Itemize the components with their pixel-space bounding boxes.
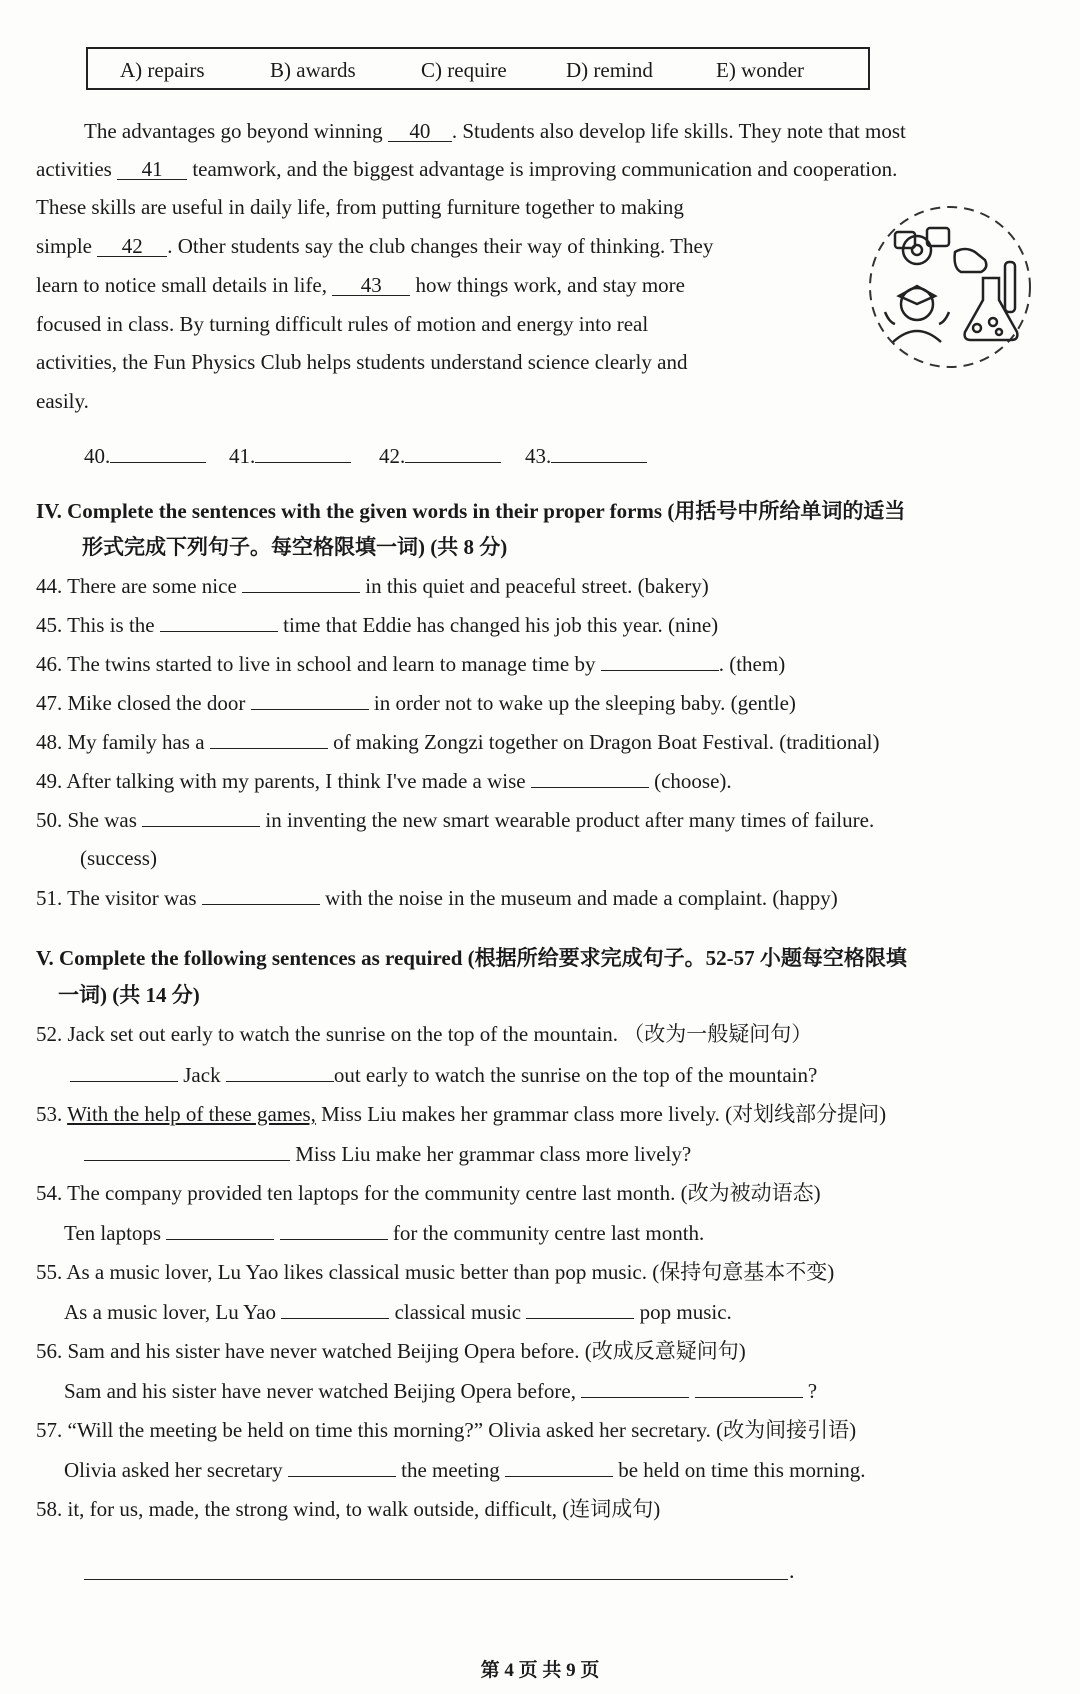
answer-row: 42. [379, 442, 501, 469]
answer-blank[interactable] [601, 650, 719, 671]
word-bank [86, 47, 870, 90]
word-option: C) require [421, 58, 507, 82]
question-54: 54. The company provided ten laptops for the community centre last month. (改为被动语态) [36, 1181, 821, 1205]
question-52-answer: Jack out early to watch the sunrise on the top of the mountain? [70, 1061, 817, 1088]
answer-row: 41. [229, 442, 351, 469]
passage-line: These skills are useful in daily life, from putting furniture together to making [36, 195, 684, 219]
answer-blank[interactable] [251, 689, 369, 710]
passage-line: activities 41 teamwork, and the biggest advantage is improving communication and cooperation. [36, 157, 898, 181]
question-50-hint: (success) [80, 846, 157, 870]
section-title: 形式完成下列句子。每空格限填一词) (共 8 分) [82, 535, 508, 559]
answer-blank[interactable] [281, 1298, 389, 1319]
answer-blank[interactable] [551, 442, 647, 463]
question-56: 56. Sam and his sister have never watched Beijing Opera before. (改成反意疑问句) [36, 1339, 746, 1363]
answer-blank[interactable] [581, 1377, 689, 1398]
answer-blank[interactable] [405, 442, 501, 463]
question-53-answer: Miss Liu make her grammar class more lively? [84, 1140, 691, 1167]
word-option: A) repairs [120, 58, 205, 82]
passage-line: The advantages go beyond winning 40 . Students also develop life skills. They note that most [84, 119, 906, 143]
question-48: 48. My family has a of making Zongzi together on Dragon Boat Festival. (traditional) [36, 730, 880, 754]
blank-41: 41 [117, 159, 187, 180]
underlined-part: With the help of these games, [67, 1102, 316, 1126]
section-title: IV. Complete the sentences with the given words in their proper forms (用括号中所给单词的适当 [36, 499, 906, 523]
page-number: 第 4 页 共 9 页 [480, 1660, 600, 1681]
passage-line: focused in class. By turning difficult rules of motion and energy into real [36, 312, 649, 336]
blank-42: 42 [97, 236, 167, 257]
blank-43: 43 [332, 275, 410, 296]
answer-blank[interactable] [255, 442, 351, 463]
question-45: 45. This is the time that Eddie has changed his job this year. (nine) [36, 613, 719, 637]
question-50: 50. She was in inventing the new smart wearable product after many times of failure. [36, 808, 875, 832]
hand-icon [955, 249, 987, 272]
answer-blank[interactable] [695, 1377, 803, 1398]
passage-line: learn to notice small details in life, 43 how things work, and stay more [36, 273, 685, 297]
gear-icon [895, 228, 949, 264]
passage-line: easily. [36, 389, 89, 413]
answer-blank[interactable] [142, 806, 260, 827]
answer-blank[interactable] [505, 1456, 613, 1477]
flask-icon [965, 262, 1018, 340]
question-54-answer: Ten laptops for the community centre last month. [64, 1221, 705, 1245]
answer-blank[interactable] [288, 1456, 396, 1477]
question-49: 49. After talking with my parents, I think I've made a wise (choose). [36, 769, 732, 793]
passage-line: simple 42 . Other students say the club changes their way of thinking. They [36, 234, 714, 258]
question-51: 51. The visitor was with the noise in the museum and made a complaint. (happy) [36, 886, 838, 910]
section-title: 一词) (共 14 分) [58, 983, 200, 1007]
question-56-answer: Sam and his sister have never watched Beijing Opera before, ? [64, 1379, 818, 1403]
student-icon [885, 286, 949, 342]
blank-40: 40 [388, 121, 452, 142]
question-44: 44. There are some nice in this quiet and peaceful street. (bakery) [36, 574, 709, 598]
answer-blank[interactable] [226, 1061, 334, 1082]
answer-row: 40. [84, 442, 206, 469]
answer-blank[interactable] [160, 611, 278, 632]
answer-blank[interactable] [526, 1298, 634, 1319]
answer-blank[interactable] [531, 767, 649, 788]
answer-blank[interactable] [166, 1219, 274, 1240]
word-option: D) remind [566, 58, 653, 82]
section-title: V. Complete the following sentences as required (根据所给要求完成句子。52-57 小题每空格限填 [36, 946, 907, 970]
answer-blank[interactable] [202, 884, 320, 905]
question-53: 53. With the help of these games, Miss Liu makes her grammar class more lively. (对划线部分提问) [36, 1102, 887, 1126]
answer-blank[interactable] [280, 1219, 388, 1240]
question-57: 57. “Will the meeting be held on time this morning?” Olivia asked her secretary. (改为间接引语) [36, 1418, 857, 1442]
answer-blank[interactable] [242, 572, 360, 593]
question-52: 52. Jack set out early to watch the sunrise on the top of the mountain. （改为一般疑问句） [36, 1022, 813, 1046]
answer-blank[interactable] [84, 1140, 290, 1161]
question-46: 46. The twins started to live in school and learn to manage time by . (them) [36, 652, 786, 676]
question-57-answer: Olivia asked her secretary the meeting be held on time this morning. [64, 1458, 866, 1482]
science-illustration-icon [855, 192, 1045, 382]
question-58: 58. it, for us, made, the strong wind, to walk outside, difficult, (连词成句) [36, 1497, 661, 1521]
passage-line: activities, the Fun Physics Club helps students understand science clearly and [36, 350, 688, 374]
question-55-answer: As a music lover, Lu Yao classical music pop music. [64, 1300, 732, 1324]
question-47: 47. Mike closed the door in order not to wake up the sleeping baby. (gentle) [36, 691, 796, 715]
answer-row: 43. [525, 442, 647, 469]
answer-period: . [789, 1558, 795, 1583]
question-58-answer-line[interactable] [84, 1579, 788, 1580]
answer-blank[interactable] [110, 442, 206, 463]
word-option: E) wonder [716, 58, 805, 82]
answer-blank[interactable] [210, 728, 328, 749]
answer-blank[interactable] [70, 1061, 178, 1082]
word-option: B) awards [270, 58, 356, 82]
question-55: 55. As a music lover, Lu Yao likes classical music better than pop music. (保持句意基本不变) [36, 1260, 835, 1284]
